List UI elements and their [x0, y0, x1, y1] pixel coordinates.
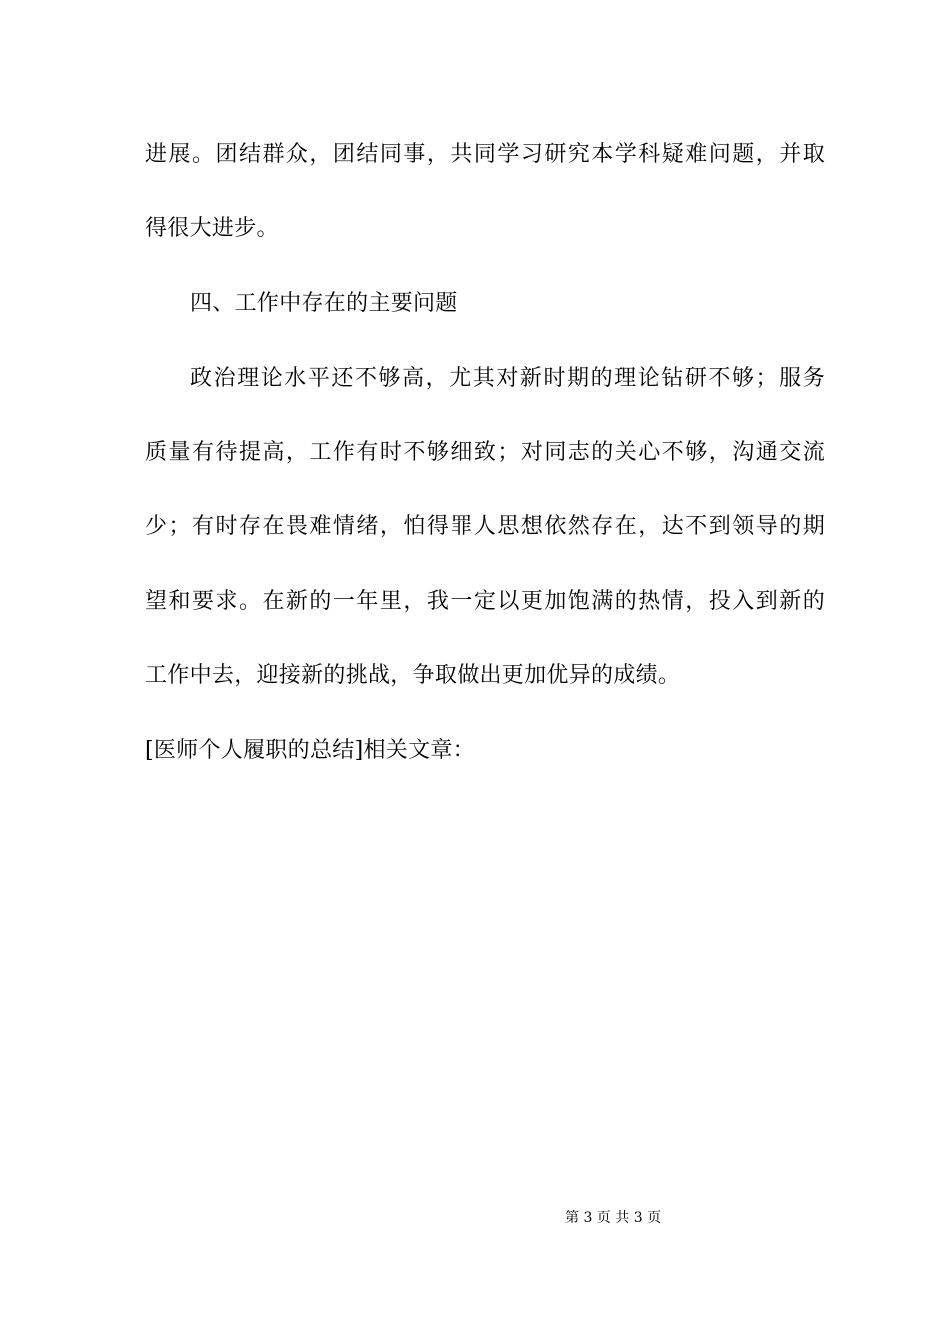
paragraph-line: 进展。团结群众，团结同事，共同学习研究本学科疑难问题，并取	[145, 142, 825, 167]
paragraph-line: 工作中去，迎接新的挑战，争取做出更加优异的成绩。	[145, 663, 681, 688]
related-articles-label: [医师个人履职的总结]相关文章：	[145, 738, 475, 763]
paragraph-line: 少；有时存在畏难情绪，怕得罪人思想依然存在，达不到领导的期	[145, 514, 825, 539]
paragraph-line: 政治理论水平还不够高，尤其对新时期的理论钻研不够；服务	[190, 366, 825, 391]
page-number-footer: 第 3 页 共 3 页	[565, 1210, 662, 1226]
paragraph-line: 质量有待提高，工作有时不够细致；对同志的关心不够，沟通交流	[145, 440, 825, 465]
paragraph-line: 望和要求。在新的一年里，我一定以更加饱满的热情，投入到新的	[145, 589, 825, 614]
section-heading: 四、工作中存在的主要问题	[190, 291, 458, 316]
paragraph-line: 得很大进步。	[145, 216, 279, 241]
